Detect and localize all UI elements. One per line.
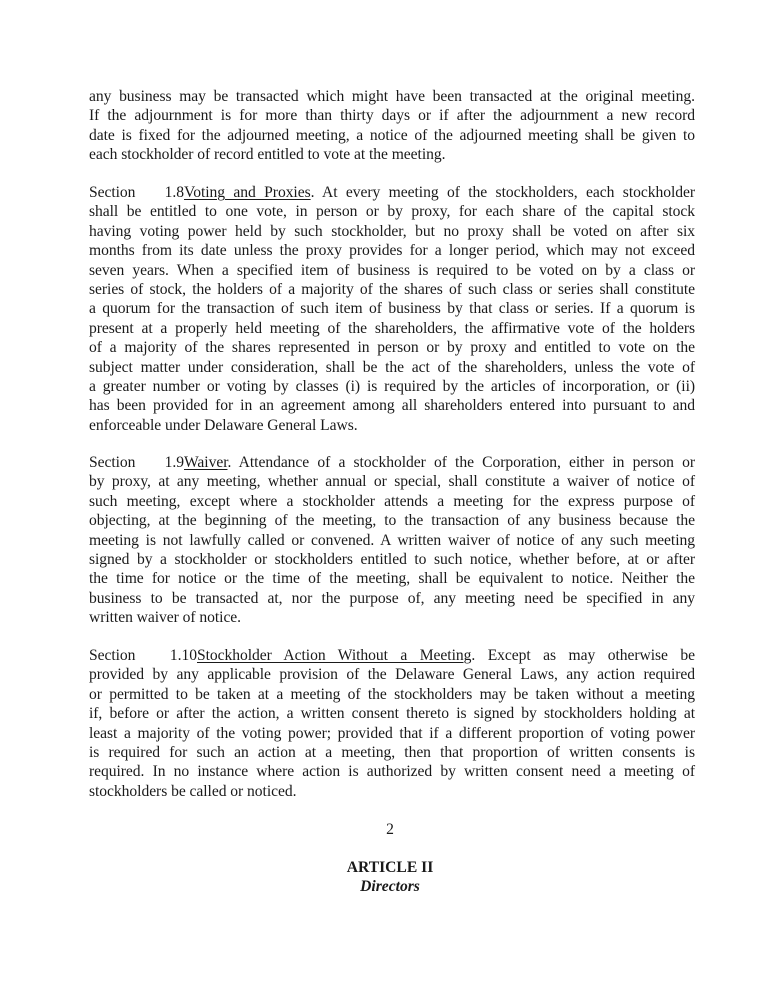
text-line: written waiver of notice. (89, 609, 242, 627)
section-first-line-text: . At every meeting of the stockholders, each stockholder (310, 184, 695, 201)
text-line: date is fixed for the adjourned meeting, a notice of the adjourned meeting shall be given to (89, 126, 695, 144)
section-first-line-text: . Except as may otherwise be (471, 647, 695, 664)
text-line: the time for notice or the time of the meeting, shall be equivalent to notice. Neither the (89, 570, 695, 588)
section-number: Section 1.9 (89, 454, 184, 471)
section-title: Stockholder Action Without a Meeting (197, 647, 472, 664)
text-line: seven years. When a specified item of business is required to be voted on by a class or (89, 261, 695, 279)
text-line: enforceable under Delaware General Laws. (89, 416, 358, 434)
section-first-line (89, 646, 695, 665)
text-line: meeting is not lawfully called or convened. A written waiver of notice of any such meeting (89, 531, 695, 549)
text-line: stockholders be called or noticed. (89, 782, 297, 800)
text-line: shall be entitled to one vote, in person or by proxy, for each share of the capital stock (89, 203, 695, 221)
text-line: objecting, at the beginning of the meeting, to the transaction of any business because the (89, 512, 695, 530)
text-line: having voting power held by such stockholder, but no proxy shall be voted on after six (89, 222, 695, 240)
section-first-line (89, 183, 695, 202)
text-line: is required for such an action at a meeting, then that proportion of written consents is (89, 743, 695, 761)
section-number: Section 1.8 (89, 184, 184, 201)
text-line: months from its date unless the proxy provides for a longer period, which may not exceed (89, 242, 695, 260)
text-line: If the adjournment is for more than thirty days or if after the adjournment a new record (89, 107, 695, 125)
text-line: each stockholder of record entitled to vote at the meeting. (89, 146, 446, 164)
section-1-9 (89, 453, 695, 628)
section-first-line-text: . Attendance of a stockholder of the Corporation, either in person or (227, 454, 695, 471)
text-line: provided by any applicable provision of the Delaware General Laws, any action required (89, 666, 695, 684)
section-1-8 (89, 183, 695, 435)
continuation-paragraph (89, 87, 695, 165)
section-number: Section 1.10 (89, 647, 197, 664)
section-first-line (89, 453, 695, 472)
text-line: by proxy, at any meeting, whether annual or special, shall constitute a waiver of notice of (89, 473, 695, 491)
article-heading: ARTICLE II (346, 859, 434, 876)
text-line: or permitted to be taken at a meeting of the stockholders may be taken without a meeting (89, 685, 695, 703)
text-line: required. In no instance where action is authorized by written consent need a meeting of (89, 763, 695, 781)
text-line: signed by a stockholder or stockholders entitled to such notice, whether before, at or after (89, 550, 695, 568)
text-line: such meeting, except where a stockholder attends a meeting for the express purpose of (89, 492, 695, 510)
text-line: present at a properly held meeting of the shareholders, the affirmative vote of the holders (89, 319, 695, 337)
text-line: has been provided for in an agreement among all shareholders entered into pursuant to and (89, 397, 695, 415)
text-line: a greater number or voting by classes (i) is required by the articles of incorporation, or (ii) (89, 377, 695, 395)
text-line: of a majority of the shares represented in person or by proxy and entitled to vote on the (89, 339, 695, 357)
page-number: 2 (386, 821, 394, 838)
section-1-10 (89, 646, 695, 801)
article-subheading: Directors (360, 878, 420, 895)
text-line: subject matter under consideration, shall be the act of the shareholders, unless the vote of (89, 358, 695, 376)
section-title: Voting and Proxies (184, 184, 311, 201)
text-line: series of stock, the holders of a majority of the shares of such class or series shall constitute (89, 280, 695, 298)
text-line: if, before or after the action, a written consent thereto is signed by stockholders holding at (89, 705, 695, 723)
text-line: any business may be transacted which might have been transacted at the original meeting. (89, 88, 695, 105)
text-line: least a majority of the voting power; provided that if a different proportion of voting power (89, 724, 695, 742)
text-line: a quorum for the transaction of such item of business by that class or series. If a quorum is (89, 300, 695, 318)
text-line: business to be transacted at, nor the purpose of, any meeting need be specified in any (89, 589, 695, 607)
section-title: Waiver (184, 454, 228, 471)
